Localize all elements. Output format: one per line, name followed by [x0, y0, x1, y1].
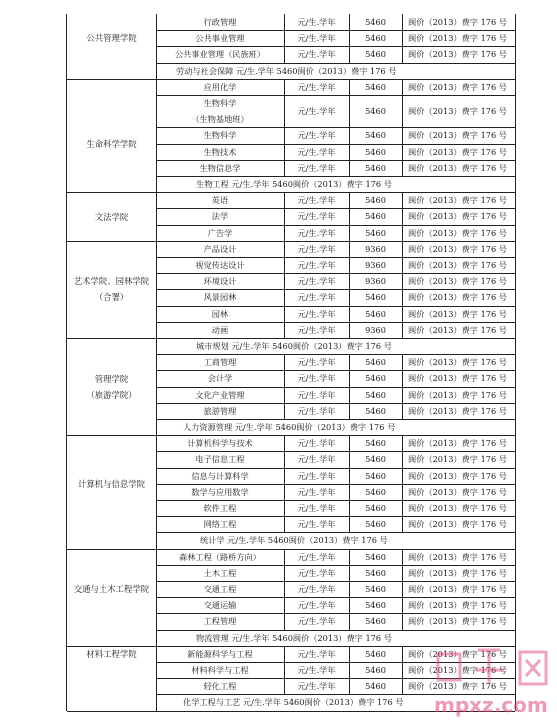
- table-row: [67, 322, 515, 338]
- fee-amount: 5460: [365, 438, 386, 449]
- table-row: [67, 565, 515, 581]
- column-divider: [349, 403, 350, 419]
- column-divider: [402, 14, 403, 30]
- approval-document: 闽价（2013）费字 176 号: [408, 567, 507, 578]
- column-divider: [349, 257, 350, 273]
- column-divider: [349, 273, 350, 289]
- program-name: 信息与计算科学: [191, 470, 249, 481]
- column-divider: [349, 678, 350, 694]
- table-row: [67, 95, 515, 127]
- column-divider: [284, 646, 285, 662]
- approval-document: 闽价（2013）费字 176 号: [408, 600, 507, 611]
- program-name-subtitle: （生物基地班）: [191, 114, 249, 125]
- column-divider: [284, 435, 285, 451]
- column-divider: [284, 403, 285, 419]
- merged-fee-row-text: 化学工程与工艺 元/生.学年 5460闽价（2013）费字 176 号: [183, 697, 404, 708]
- column-divider: [284, 14, 285, 30]
- approval-document: 闽价（2013）费字 176 号: [408, 81, 507, 92]
- table-row: [67, 63, 515, 79]
- approval-document: 闽价（2013）费字 176 号: [408, 373, 507, 384]
- column-divider: [402, 241, 403, 257]
- college-name: 公共管理学院: [86, 33, 137, 44]
- column-divider: [284, 516, 285, 532]
- table-row: [67, 500, 515, 516]
- column-divider: [349, 662, 350, 678]
- approval-document: 闽价（2013）费字 176 号: [408, 324, 507, 335]
- fee-amount: 9360: [365, 324, 386, 335]
- column-divider: [284, 30, 285, 46]
- fee-unit: 元/生.学年: [297, 146, 336, 157]
- program-name: 行政管理: [203, 17, 237, 27]
- fee-unit: 元/生.学年: [297, 81, 336, 92]
- column-divider: [402, 662, 403, 678]
- approval-document: 闽价（2013）费字 176 号: [408, 17, 507, 27]
- column-divider: [284, 241, 285, 257]
- fee-unit: 元/生.学年: [297, 260, 336, 270]
- column-divider: [284, 208, 285, 224]
- fee-unit: 元/生.学年: [297, 389, 336, 400]
- table-row: [67, 160, 515, 176]
- merged-fee-row-text: 城市规划 元/生.学年 5460闽价（2013）费字 176 号: [196, 341, 392, 351]
- column-divider: [402, 613, 403, 629]
- column-divider: [284, 354, 285, 370]
- fee-amount: 5460: [365, 551, 386, 562]
- column-divider: [284, 160, 285, 176]
- fee-amount: 5460: [365, 648, 386, 659]
- column-divider: [349, 306, 350, 322]
- fee-amount: 5460: [365, 470, 386, 481]
- merged-fee-row-text: 劳动与社会保障 元/生.学年 5460闽价（2013）费字 176 号: [176, 65, 397, 76]
- column-divider: [402, 468, 403, 484]
- fee-unit: 元/生.学年: [297, 276, 336, 287]
- column-divider: [284, 565, 285, 581]
- fee-amount: 5460: [365, 454, 386, 465]
- column-divider: [349, 387, 350, 403]
- program-name: 森林工程（路桥方向）: [179, 551, 261, 562]
- column-divider: [349, 484, 350, 500]
- approval-document: 闽价（2013）费字 176 号: [408, 405, 507, 416]
- column-divider: [402, 30, 403, 46]
- watermark-text: mpxz.com: [434, 693, 548, 717]
- fee-unit: 元/生.学年: [297, 373, 336, 384]
- column-divider: [349, 208, 350, 224]
- table-row: [67, 46, 515, 62]
- fee-unit: 元/生.学年: [297, 454, 336, 465]
- fee-amount: 5460: [365, 503, 386, 513]
- column-divider: [349, 468, 350, 484]
- fee-unit: 元/生.学年: [297, 681, 336, 692]
- approval-document: 闽价（2013）费字 176 号: [408, 260, 507, 270]
- fee-unit: 元/生.学年: [297, 648, 336, 659]
- column-divider: [402, 257, 403, 273]
- column-divider: [402, 46, 403, 62]
- column-divider: [349, 241, 350, 257]
- fee-amount: 5460: [365, 106, 386, 117]
- fee-amount: 5460: [365, 81, 386, 92]
- fee-amount: 5460: [365, 17, 386, 27]
- fee-unit: 元/生.学年: [297, 17, 336, 27]
- fee-unit: 元/生.学年: [297, 616, 336, 627]
- approval-document: 闽价（2013）费字 176 号: [408, 211, 507, 222]
- column-divider: [284, 257, 285, 273]
- column-divider: [349, 160, 350, 176]
- approval-document: 闽价（2013）费字 176 号: [408, 162, 507, 173]
- program-name: 文化产业管理: [195, 389, 245, 400]
- column-divider: [402, 403, 403, 419]
- approval-document: 闽价（2013）费字 176 号: [408, 584, 507, 594]
- column-divider: [402, 127, 403, 143]
- column-divider: [284, 289, 285, 305]
- fee-unit: 元/生.学年: [297, 470, 336, 481]
- fee-unit: 元/生.学年: [297, 357, 336, 368]
- program-name: 轻化工程: [203, 681, 237, 692]
- column-divider: [349, 14, 350, 30]
- approval-document: 闽价（2013）费字 176 号: [408, 665, 507, 675]
- column-divider: [402, 354, 403, 370]
- column-divider: [402, 79, 403, 95]
- column-divider: [402, 387, 403, 403]
- fee-amount: 5460: [365, 211, 386, 222]
- column-divider: [349, 192, 350, 208]
- fee-amount: 5460: [365, 227, 386, 238]
- column-divider: [402, 370, 403, 386]
- fee-unit: 元/生.学年: [297, 567, 336, 578]
- site-watermark-logo: [420, 640, 557, 723]
- table-row: [67, 257, 515, 273]
- column-divider: [402, 322, 403, 338]
- fee-unit: 元/生.学年: [297, 49, 336, 60]
- column-divider: [349, 549, 350, 565]
- program-name: 新能源科学与工程: [187, 648, 253, 659]
- approval-document: 闽价（2013）费字 176 号: [408, 470, 507, 481]
- table-row: [67, 532, 515, 548]
- column-divider: [402, 289, 403, 305]
- column-divider: [284, 662, 285, 678]
- table-row: [67, 241, 515, 257]
- column-divider: [284, 127, 285, 143]
- program-name: 公共事业管理: [195, 33, 245, 44]
- program-name: 生物技术: [203, 146, 237, 157]
- fee-unit: 元/生.学年: [297, 308, 336, 319]
- column-divider: [284, 79, 285, 95]
- column-divider: [349, 144, 350, 160]
- table-row: [67, 225, 515, 241]
- column-divider: [284, 95, 285, 127]
- tuition-fee-table: [66, 14, 516, 711]
- column-divider: [402, 192, 403, 208]
- approval-document: 闽价（2013）费字 176 号: [408, 49, 507, 60]
- fee-amount: 5460: [365, 600, 386, 611]
- column-divider: [284, 549, 285, 565]
- column-divider: [284, 678, 285, 694]
- table-row: [67, 597, 515, 613]
- column-divider: [284, 370, 285, 386]
- table-row: [67, 549, 515, 565]
- fee-amount: 5460: [365, 195, 386, 206]
- fee-amount: 5460: [365, 584, 386, 594]
- program-name: 环境设计: [203, 276, 237, 287]
- college-name: 文法学院: [94, 211, 129, 222]
- column-divider: [349, 322, 350, 338]
- column-divider: [284, 144, 285, 160]
- approval-document: 闽价（2013）费字 176 号: [408, 389, 507, 400]
- fee-amount: 9360: [365, 276, 386, 287]
- column-divider: [402, 549, 403, 565]
- table-row: [67, 79, 515, 95]
- column-divider: [284, 46, 285, 62]
- column-divider: [349, 646, 350, 662]
- approval-document: 闽价（2013）费字 176 号: [408, 681, 507, 692]
- fee-amount: 5460: [365, 389, 386, 400]
- approval-document: 闽价（2013）费字 176 号: [408, 146, 507, 157]
- approval-document: 闽价（2013）费字 176 号: [408, 227, 507, 238]
- program-name: 数学与应用数学: [191, 486, 249, 497]
- table-row: [67, 403, 515, 419]
- column-divider: [402, 581, 403, 597]
- approval-document: 闽价（2013）费字 176 号: [408, 503, 507, 513]
- column-divider: [349, 46, 350, 62]
- fee-unit: 元/生.学年: [297, 211, 336, 222]
- college-name: 生命科学学院: [86, 138, 137, 149]
- fee-unit: 元/生.学年: [297, 162, 336, 173]
- column-divider: [284, 468, 285, 484]
- column-divider: [284, 306, 285, 322]
- column-divider: [284, 387, 285, 403]
- column-divider: [349, 597, 350, 613]
- program-name: 土木工程: [203, 567, 237, 578]
- fee-amount: 5460: [365, 146, 386, 157]
- program-name: 生物科学: [203, 130, 237, 141]
- program-name: 生物科学: [203, 98, 237, 108]
- program-name: 生物信息学: [199, 162, 241, 173]
- table-row: [67, 176, 515, 192]
- approval-document: 闽价（2013）费字 176 号: [408, 106, 507, 117]
- fee-unit: 元/生.学年: [297, 292, 336, 303]
- program-name: 软件工程: [203, 503, 237, 513]
- approval-document: 闽价（2013）费字 176 号: [408, 438, 507, 449]
- approval-document: 闽价（2013）费字 176 号: [408, 648, 507, 659]
- fee-amount: 5460: [365, 357, 386, 368]
- fee-unit: 元/生.学年: [297, 106, 336, 117]
- column-divider: [349, 289, 350, 305]
- approval-document: 闽价（2013）费字 176 号: [408, 486, 507, 497]
- column-divider: [402, 208, 403, 224]
- fee-unit: 元/生.学年: [297, 665, 336, 675]
- column-divider: [402, 306, 403, 322]
- fee-unit: 元/生.学年: [297, 324, 336, 335]
- fee-unit: 元/生.学年: [297, 243, 336, 254]
- merged-fee-row-text: 物流管理 元/生.学年 5460闽价（2013）费字 176 号: [196, 632, 392, 643]
- fee-amount: 5460: [365, 49, 386, 60]
- column-divider: [349, 516, 350, 532]
- column-divider: [349, 225, 350, 241]
- table-row: [67, 516, 515, 532]
- approval-document: 闽价（2013）费字 176 号: [408, 243, 507, 254]
- table-row: [67, 613, 515, 629]
- program-name: 工商管理: [203, 357, 237, 368]
- column-divider: [349, 500, 350, 516]
- merged-fee-row-text: 生物工程 元/生.学年 5460闽价（2013）费字 176 号: [196, 179, 392, 189]
- fee-unit: 元/生.学年: [297, 551, 336, 562]
- column-divider: [349, 370, 350, 386]
- approval-document: 闽价（2013）费字 176 号: [408, 357, 507, 368]
- approval-document: 闽价（2013）费字 176 号: [408, 454, 507, 465]
- table-row: [67, 306, 515, 322]
- table-row: [67, 419, 515, 435]
- fee-unit: 元/生.学年: [297, 486, 336, 497]
- program-name: 材料科学与工程: [191, 665, 249, 675]
- fee-unit: 元/生.学年: [297, 438, 336, 449]
- fee-amount: 5460: [365, 308, 386, 319]
- merged-fee-row-text: 人力资源管理 元/生.学年 5460闽价（2013）费字 176 号: [183, 422, 396, 432]
- table-row: [67, 14, 515, 30]
- program-name: 网络工程: [203, 519, 237, 530]
- fee-amount: 9360: [365, 243, 386, 254]
- program-name: 电子信息工程: [195, 454, 245, 465]
- fee-amount: 5460: [365, 486, 386, 497]
- column-divider: [402, 597, 403, 613]
- program-name: 风景园林: [203, 292, 237, 303]
- column-divider: [284, 484, 285, 500]
- college-name: （合署）: [94, 292, 129, 303]
- fee-unit: 元/生.学年: [297, 130, 336, 141]
- program-name: 英语: [211, 195, 229, 206]
- approval-document: 闽价（2013）费字 176 号: [408, 195, 507, 206]
- fee-amount: 5460: [365, 519, 386, 530]
- column-divider: [349, 95, 350, 127]
- approval-document: 闽价（2013）费字 176 号: [408, 130, 507, 141]
- column-divider: [349, 451, 350, 467]
- column-divider: [284, 597, 285, 613]
- column-divider: [402, 225, 403, 241]
- college-name: 材料工程学院: [86, 648, 137, 659]
- column-divider: [349, 127, 350, 143]
- column-divider: [349, 30, 350, 46]
- column-divider: [402, 516, 403, 532]
- fee-amount: 5460: [365, 162, 386, 173]
- fee-unit: 元/生.学年: [297, 584, 336, 594]
- column-divider: [284, 192, 285, 208]
- fee-amount: 5460: [365, 665, 386, 675]
- fee-amount: 5460: [365, 292, 386, 303]
- column-divider: [402, 160, 403, 176]
- fee-amount: 9360: [365, 260, 386, 270]
- column-divider: [284, 225, 285, 241]
- fee-amount: 5460: [365, 373, 386, 384]
- program-name: 会计学: [207, 373, 233, 384]
- watermark-strokes: [438, 650, 546, 684]
- column-divider: [402, 484, 403, 500]
- table-row: [67, 354, 515, 370]
- column-divider: [284, 451, 285, 467]
- approval-document: 闽价（2013）费字 176 号: [408, 519, 507, 530]
- column-divider: [284, 613, 285, 629]
- fee-unit: 元/生.学年: [297, 195, 336, 206]
- college-name: 管理学院: [94, 373, 129, 384]
- column-divider: [349, 354, 350, 370]
- column-divider: [402, 646, 403, 662]
- program-name: 视觉传达设计: [195, 260, 245, 270]
- column-divider: [349, 581, 350, 597]
- fee-unit: 元/生.学年: [297, 519, 336, 530]
- fee-amount: 5460: [365, 681, 386, 692]
- column-divider: [402, 678, 403, 694]
- table-row: [67, 435, 515, 451]
- column-divider: [402, 144, 403, 160]
- program-name: 产品设计: [203, 243, 237, 254]
- college-name: 交通与土木工程学院: [73, 584, 150, 595]
- table-row: [67, 338, 515, 354]
- approval-document: 闽价（2013）费字 176 号: [408, 292, 507, 303]
- college-name: 艺术学院、园林学院: [73, 276, 150, 287]
- table-row: [67, 192, 515, 208]
- fee-unit: 元/生.学年: [297, 227, 336, 238]
- table-row: [67, 451, 515, 467]
- fee-unit: 元/生.学年: [297, 33, 336, 44]
- approval-document: 闽价（2013）费字 176 号: [408, 276, 507, 287]
- fee-amount: 5460: [365, 405, 386, 416]
- column-divider: [402, 565, 403, 581]
- program-name: 交通工程: [203, 584, 237, 594]
- column-divider: [284, 500, 285, 516]
- fee-unit: 元/生.学年: [297, 503, 336, 513]
- fee-amount: 5460: [365, 130, 386, 141]
- approval-document: 闽价（2013）费字 176 号: [408, 33, 507, 44]
- approval-document: 闽价（2013）费字 176 号: [408, 308, 507, 319]
- approval-document: 闽价（2013）费字 176 号: [408, 551, 507, 562]
- program-name: 计算机科学与技术: [187, 438, 253, 449]
- program-name: 广告学: [207, 227, 233, 238]
- column-divider: [284, 322, 285, 338]
- fee-unit: 元/生.学年: [297, 600, 336, 611]
- program-name: 法学: [211, 211, 229, 222]
- fee-amount: 5460: [365, 616, 386, 627]
- column-divider: [349, 79, 350, 95]
- column-divider: [402, 95, 403, 127]
- program-name: 交通运输: [203, 600, 237, 611]
- program-name: 动画: [211, 324, 229, 335]
- column-divider: [402, 273, 403, 289]
- program-name: 应用化学: [203, 81, 237, 92]
- program-name: 工程管理: [203, 616, 237, 627]
- fee-unit: 元/生.学年: [297, 405, 336, 416]
- program-name: 旅游管理: [203, 405, 237, 416]
- college-name: （旅游学院）: [86, 389, 137, 400]
- column-divider: [402, 451, 403, 467]
- column-divider: [349, 435, 350, 451]
- merged-fee-row-text: 统计学 元/生.学年 5460闽价（2013）费字 176 号: [200, 535, 388, 546]
- column-divider: [284, 581, 285, 597]
- column-divider: [402, 500, 403, 516]
- college-column-divider: [156, 14, 157, 711]
- column-divider: [284, 273, 285, 289]
- college-name: 计算机与信息学院: [78, 478, 145, 489]
- program-name: 园林: [211, 308, 229, 319]
- column-divider: [402, 435, 403, 451]
- program-name: 公共事业管理（民族班）: [174, 49, 266, 60]
- column-divider: [349, 613, 350, 629]
- fee-amount: 5460: [365, 567, 386, 578]
- fee-amount: 5460: [365, 33, 386, 44]
- column-divider: [349, 565, 350, 581]
- approval-document: 闽价（2013）费字 176 号: [408, 616, 507, 627]
